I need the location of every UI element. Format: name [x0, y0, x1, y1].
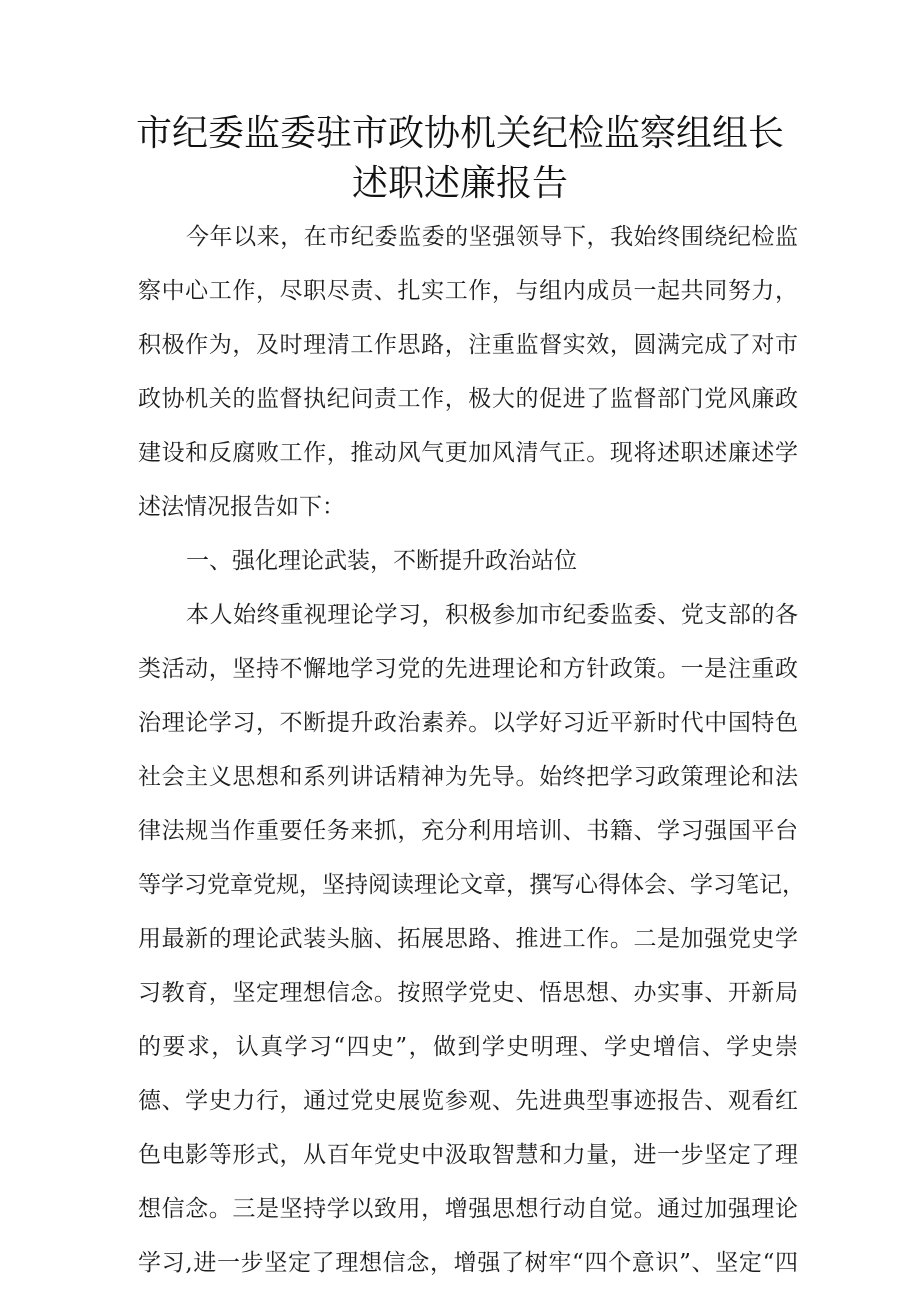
paragraph-line: 律法规当作重要任务来抓，充分利用培训、书籍、学习强国平台: [138, 818, 798, 844]
paragraph-line: 等学习党章党规，坚持阅读理论文章，撰写心得体会、学习笔记，: [138, 872, 805, 898]
paragraph-line: 治理论学习，不断提升政治素养。以学好习近平新时代中国特色: [138, 710, 798, 736]
paragraph-line: 想信念。三是坚持学以致用，增强思想行动自觉。通过加强理论: [138, 1196, 798, 1222]
paragraph-line: 的要求，认真学习“四史”，做到学史明理、学史增信、学史崇: [138, 1034, 798, 1060]
document-title-line-2: 述职述廉报告: [351, 163, 568, 204]
document-title-line-1: 市纪委监委驻市政协机关纪检监察组组长: [135, 113, 784, 154]
paragraph-line: 用最新的理论武装头脑、拓展思路、推进工作。二是加强党史学: [138, 926, 798, 952]
paragraph-line: 色电影等形式，从百年党史中汲取智慧和力量，进一步坚定了理: [138, 1142, 798, 1168]
paragraph-line: 建设和反腐败工作，推动风气更加风清气正。现将述职述廉述学: [138, 440, 798, 466]
paragraph-line: 积极作为，及时理清工作思路，注重监督实效，圆满完成了对市: [138, 332, 798, 358]
paragraph-line: 学习,进一步坚定了理想信念，增强了树牢“四个意识”、坚定“四: [138, 1250, 798, 1276]
paragraph-line: 社会主义思想和系列讲话精神为先导。始终把学习政策理论和法: [138, 764, 798, 790]
paragraph-line: 察中心工作，尽职尽责、扎实工作，与组内成员一起共同努力，: [138, 278, 798, 304]
paragraph-line: 习教育，坚定理想信念。按照学党史、悟思想、办实事、开新局: [138, 980, 798, 1006]
section-heading: 一、强化理论武装，不断提升政治站位: [186, 548, 577, 574]
paragraph-line: 德、学史力行，通过党史展览参观、先进典型事迹报告、观看红: [138, 1088, 798, 1114]
paragraph-line: 今年以来，在市纪委监委的坚强领导下，我始终围绕纪检监: [186, 224, 798, 250]
paragraph-line: 本人始终重视理论学习，积极参加市纪委监委、党支部的各: [186, 602, 798, 628]
paragraph-line: 政协机关的监督执纪问责工作，极大的促进了监督部门党风廉政: [138, 386, 798, 412]
paragraph-line: 述法情况报告如下：: [138, 494, 345, 520]
paragraph-line: 类活动，坚持不懈地学习党的先进理论和方针政策。一是注重政: [138, 656, 798, 682]
